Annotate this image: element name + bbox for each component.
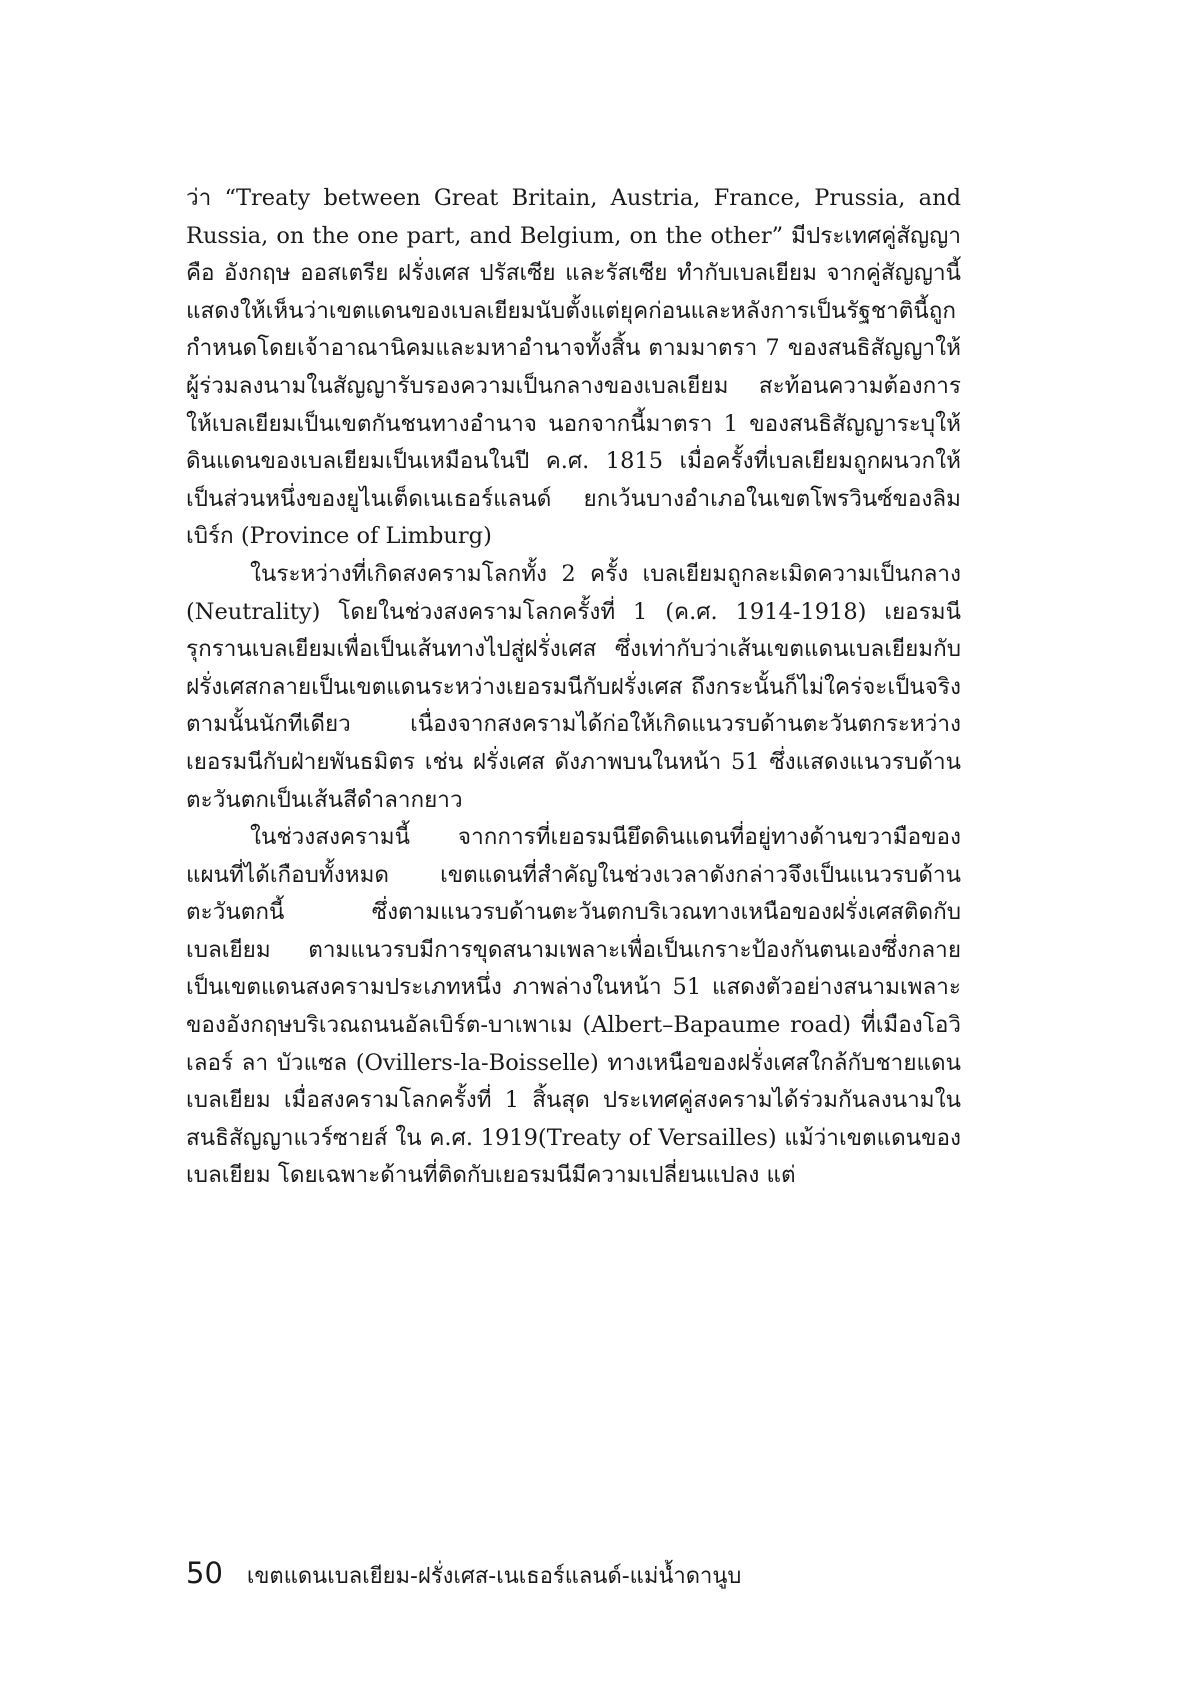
paragraph-western-front: ในช่วงสงครามนี้ จากการที่เยอรมนียึดดินแดนที่อยู่ทางด้านขวามือของแผนที่ได้เกือบทั้งหมด เขตแดนที่สำคัญในช่วงเวลาดังกล่าวจึงเป็นแนวรบด้านตะวันตกนี้ ซึ่งตามแนวรบด้านตะวันตกบริเวณทางเหนือของฝรั่งเศสติดกับเบลเยียม ตามแนวรบมีการขุดสนามเพลาะเพื่อเป็นเกราะป้องกันตนเองซึ่งกลายเป็นเขตแดนสงครามประเภทหนึ่ง ภาพล่างในหน้า 51 แสดงตัวอย่างสนามเพลาะของอังกฤษบริเวณถนนอัลเบิร์ต-บาเพาเม (Albert–Bapaume road) ที่เมืองโอวิเลอร์ ลา บัวแซล (Ovillers-la-Boisselle) ทางเหนือของฝรั่งเศสใกล้กับชายแดนเบลเยียม เมื่อสงครามโลกครั้งที่ 1 สิ้นสุด ประเทศคู่สงครามได้ร่วมกันลงนามในสนธิสัญญาแวร์ซายส์ ใน ค.ศ. 1919(Treaty of Versailles) แม้ว่าเขตแดนของเบลเยียม โดยเฉพาะด้านที่ติดกับเยอรมนีมีความเปลี่ยนแปลง แต่ bbox=[186, 824, 961, 1189]
paragraph-treaty: ว่า “Treaty between Great Britain, Austria, France, Prussia, and Russia, on the one part, and Belgium, on the other” มีประเทศคู่สัญญา คือ อังกฤษ ออสเตรีย ฝรั่งเศส ปรัสเซีย และรัสเซีย ทำกับเบลเยียม จากคู่สัญญานี้แสดงให้เห็นว่าเขตแดนของเบลเยียมนับตั้งแต่ยุคก่อนและหลังการเป็นรัฐชาตินี้ถูกกำหนดโดยเจ้าอาณานิคมและมหาอำนาจทั้งสิ้น ตามมาตรา 7 ของสนธิสัญญาให้ผู้ร่วมลงนามในสัญญารับรองความเป็นกลางของเบลเยียม สะท้อนความต้องการให้เบลเยียมเป็นเขตกันชนทางอำนาจ นอกจากนี้มาตรา 1 ของสนธิสัญญาระบุให้ดินแดนของเบลเยียมเป็นเหมือนในปี ค.ศ. 1815 เมื่อครั้งที่เบลเยียมถูกผนวกให้เป็นส่วนหนึ่งของยูไนเต็ดเนเธอร์แลนด์ ยกเว้นบางอำเภอในเขตโพรวินซ์ของลิมเบิร์ก (Province of Limburg) bbox=[186, 185, 961, 550]
page-number: 50 bbox=[186, 1556, 223, 1590]
page-footer bbox=[186, 1557, 741, 1593]
paragraph-world-wars: ในระหว่างที่เกิดสงครามโลกทั้ง 2 ครั้ง เบลเยียมถูกละเมิดความเป็นกลาง (Neutrality) โดยในช่วงสงครามโลกครั้งที่ 1 (ค.ศ. 1914-1918) เยอรมนีรุกรานเบลเยียมเพื่อเป็นเส้นทางไปสู่ฝรั่งเศส ซึ่งเท่ากับว่าเส้นเขตแดนเบลเยียมกับฝรั่งเศสกลายเป็นเขตแดนระหว่างเยอรมนีกับฝรั่งเศส ถึงกระนั้นก็ไม่ใคร่จะเป็นจริงตามนั้นนักทีเดียว เนื่องจากสงครามได้ก่อให้เกิดแนวรบด้านตะวันตกระหว่างเยอรมนีกับฝ่ายพันธมิตร เช่น ฝรั่งเศส ดังภาพบนในหน้า 51 ซึ่งแสดงแนวรบด้านตะวันตกเป็นเส้นสีดำลากยาว bbox=[186, 560, 961, 813]
body-text bbox=[186, 180, 961, 1195]
running-title: เขตแดนเบลเยียม-ฝรั่งเศส-เนเธอร์แลนด์-แม่น้ำดานูบ bbox=[246, 1564, 742, 1589]
